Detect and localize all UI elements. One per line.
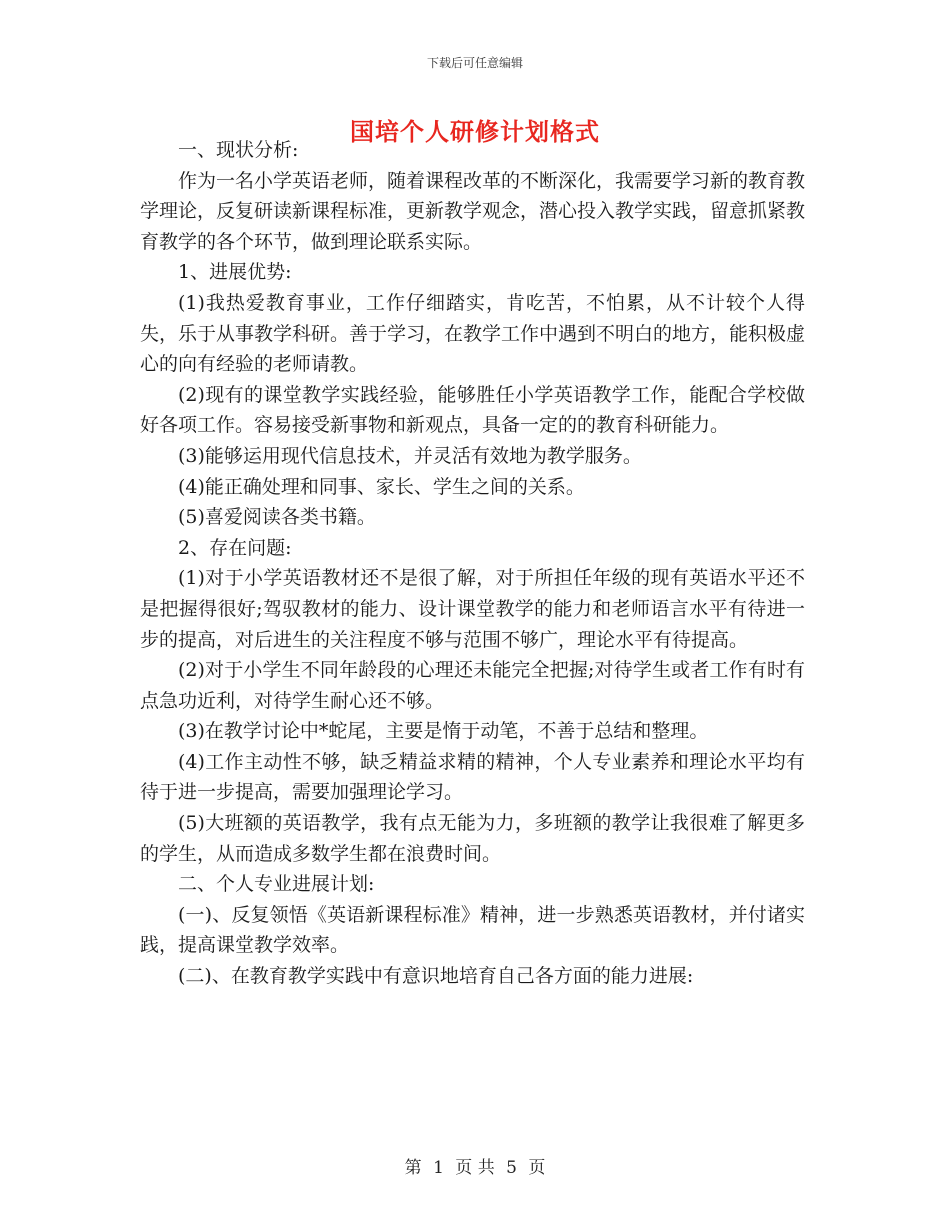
document-body [140, 135, 805, 992]
paragraph: (4)能正确处理和同事、家长、学生之间的关系。 [178, 475, 585, 498]
page-label-mid: 页 共 [455, 1158, 495, 1178]
paragraph: (3)能够运用现代信息技术，并灵活有效地为教学服务。 [178, 444, 642, 467]
paragraph: (二)、在教育教学实践中有意识地培育自己各方面的能力进展: [178, 965, 694, 988]
page-current-number: 1 [433, 1158, 444, 1178]
paragraph: (5)喜爱阅读各类书籍。 [178, 506, 376, 529]
page-label-suffix: 页 [528, 1158, 546, 1178]
paragraph: (1)我热爱教育事业，工作仔细踏实，肯吃苦，不怕累，从不计较个人得失，乐于从事教学科研。善于学习，在教学工作中遇到不明白的地方，能积极虚心的向有经验的老师请教。 [140, 291, 806, 376]
paragraph: (2)对于小学生不同年龄段的心理还未能完全把握;对待学生或者工作有时有点急功近利，对待学生耐心还不够。 [140, 659, 805, 712]
paragraph: (5)大班额的英语教学，我有点无能为力，多班额的教学让我很难了解更多的学生，从而造成多数学生都在浪费时间。 [140, 812, 805, 865]
paragraph: 2、存在问题: [178, 536, 292, 559]
page-header-note: 下载后可任意编辑 [426, 56, 523, 70]
paragraph: 作为一名小学英语老师，随着课程改革的不断深化，我需要学习新的教育教学理论，反复研读新课程标准，更新教学观念，潜心投入教学实践，留意抓紧教育教学的各个环节，做到理论联系实际。 [140, 169, 806, 253]
paragraph: (4)工作主动性不够，缺乏精益求精的精神，个人专业素养和理论水平均有待于进一步提高，需要加强理论学习。 [140, 750, 805, 804]
paragraph: (3)在教学讨论中*蛇尾，主要是惰于动笔，不善于总结和整理。 [178, 720, 709, 743]
paragraph: (一)、反复领悟《英语新课程标准》精神，进一步熟悉英语教材，并付诸实践，提高课堂教学效率。 [140, 903, 805, 957]
paragraph: (1)对于小学英语教材还不是很了解，对于所担任年级的现有英语水平还不是把握得很好;驾驭教材的能力、设计课堂教学的能力和老师语言水平有待进一步的提高，对后进生的关注程度不够与范围不够广，理论水平有待提高。 [140, 567, 805, 651]
page-total-number: 5 [506, 1158, 517, 1178]
paragraph: (2)现有的课堂教学实践经验，能够胜任小学英语教学工作，能配合学校做好各项工作。容易接受新事物和新观点，具备一定的的教育科研能力。 [140, 383, 805, 437]
paragraph: 1、进展优势: [178, 261, 292, 284]
paragraph: 二、个人专业进展计划: [178, 873, 375, 896]
page-footer [0, 1153, 950, 1178]
paragraph: 一、现状分析: [178, 139, 299, 161]
document-title: 国培个人研修计划格式 [350, 117, 600, 146]
page-label-prefix: 第 [404, 1158, 422, 1178]
